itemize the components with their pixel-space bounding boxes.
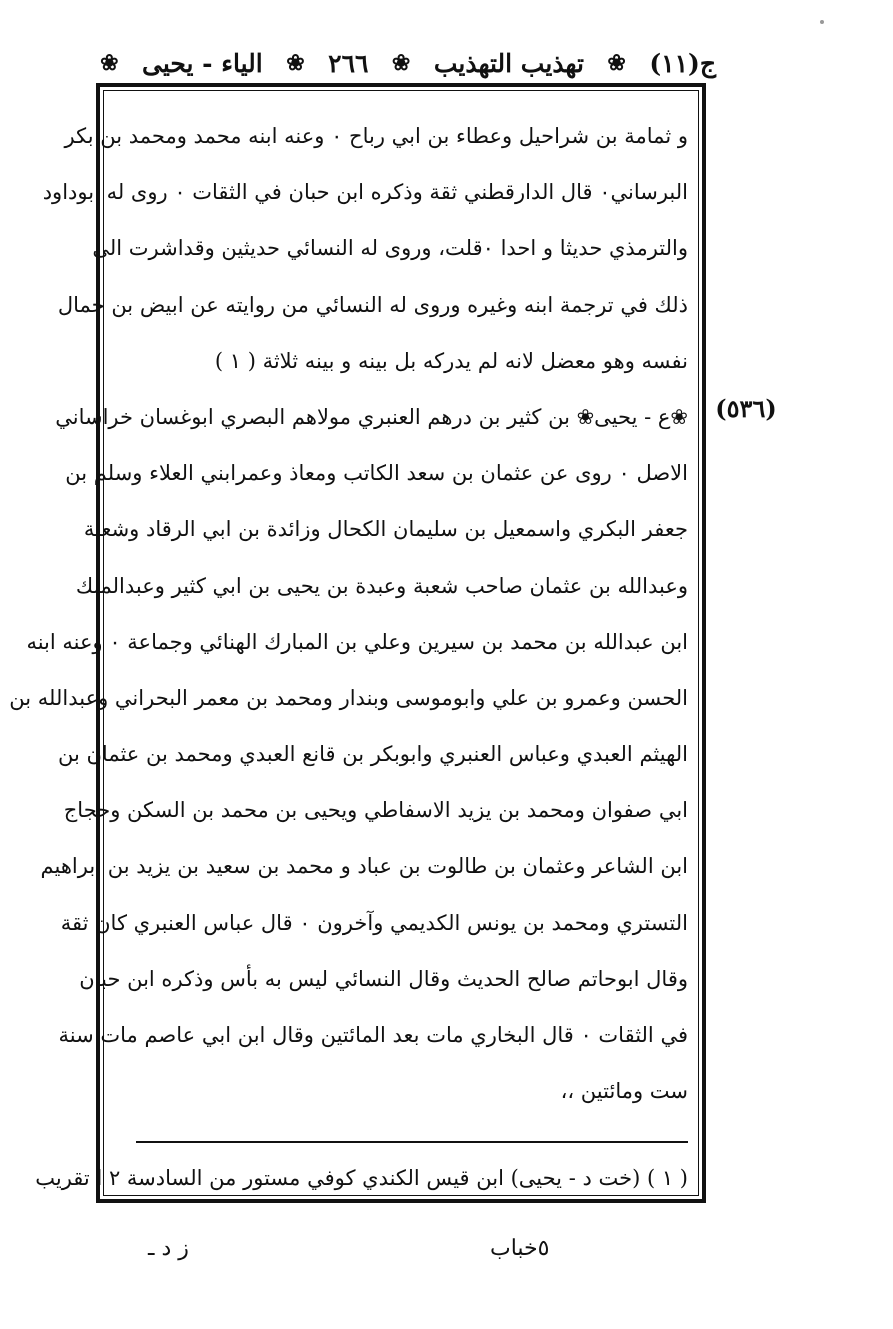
- text-line: التستري ومحمد بن يونس الكديمي وآخرون ٠ قال عباس العنبري كان ثقة: [60, 910, 688, 935]
- text-line: الاصل ٠ روى عن عثمان بن سعد الكاتب ومعاذ وعمرابني العلاء وسلم بن: [65, 461, 688, 486]
- text-line: ابي صفوان ومحمد بن يزيد الاسفاطي ويحيى بن محمد بن السكن وحجاج: [63, 798, 688, 823]
- page-header: [96, 40, 716, 86]
- text-line: وعبدالله بن عثمان صاحب شعبة وعبدة بن يحيى بن ابي كثير وعبدالملك: [75, 573, 688, 598]
- catchword-middle: ٥خباب: [490, 1236, 550, 1261]
- text-line: البرساني٠ قال الدارقطني ثقة وذكره ابن حبان في الثقات ٠ روى له ابوداود: [42, 180, 688, 205]
- catchword-left: ز د ـ: [148, 1236, 189, 1261]
- footnote-divider: [136, 1141, 688, 1143]
- text-line: جعفر البكري واسمعيل بن سليمان الكحال وزائدة بن ابي الرقاد وشعبة: [83, 517, 688, 542]
- text-line: في الثقات ٠ قال البخاري مات بعد المائتين وقال ابن ابي عاصم مات سنة: [58, 1023, 688, 1047]
- entry-number: (٥٣٦): [715, 394, 777, 423]
- main-text: [9, 108, 688, 1119]
- text-line: ست ومائتين ،،: [560, 1079, 688, 1104]
- chapter-label: الياء - يحيى: [141, 48, 263, 78]
- text-line: نفسه وهو معضل لانه لم يدركه بل بينه و بينه ثلاثة ( ١ ): [214, 348, 688, 373]
- text-line: ❀ع - يحيى❀ بن كثير بن درهم العنبري مولاهم البصري ابوغسان خراساني: [55, 404, 688, 429]
- text-line: ابن عبدالله بن محمد بن سيرين وعلي بن المبارك الهنائي وجماعة ٠ وعنه ابنه: [26, 629, 688, 654]
- text-line: الهيثم العبدي وعباس العنبري وابوبكر بن قانع العبدي ومحمد بن عثمان بن: [58, 742, 688, 767]
- text-line: ذلك في ترجمة ابنه وغيره وروى له النسائي من روايته عن ابيض بن حمال: [57, 292, 688, 317]
- ornament-icon: ❀: [607, 50, 626, 76]
- ornament-icon: ❀: [286, 50, 305, 76]
- margin-mark: [820, 20, 824, 24]
- page-number: ٢٦٦: [328, 48, 369, 78]
- volume-label: ج(١١): [649, 48, 716, 78]
- book-title: تهذيب التهذيب: [433, 48, 584, 78]
- footnote: ( ١ ) (خت د - يحيى) ابن قيس الكندي كوفي مستور من السادسة ٢ ا تقريب: [35, 1166, 688, 1190]
- text-line: وقال ابوحاتم صالح الحديث وقال النسائي ليس به بأس وذكره ابن حبان: [79, 966, 688, 991]
- text-line: الحسن وعمرو بن علي وابوموسى وبندار ومحمد بن معمر البحراني وعبدالله بن: [9, 685, 688, 710]
- text-line: والترمذي حديثا و احدا ٠قلت، وروى له النسائي حديثين وقداشرت الى: [92, 236, 688, 261]
- text-line: ابن الشاعر وعثمان بن طالوت بن عباد و محمد بن سعيد بن يزيد بن ابراهيم: [40, 854, 688, 879]
- ornament-icon: ❀: [100, 50, 119, 76]
- ornament-icon: ❀: [391, 50, 411, 76]
- text-line: و ثمامة بن شراحيل وعطاء بن ابي رباح ٠ وعنه ابنه محمد ومحمد بن بكر: [64, 124, 688, 148]
